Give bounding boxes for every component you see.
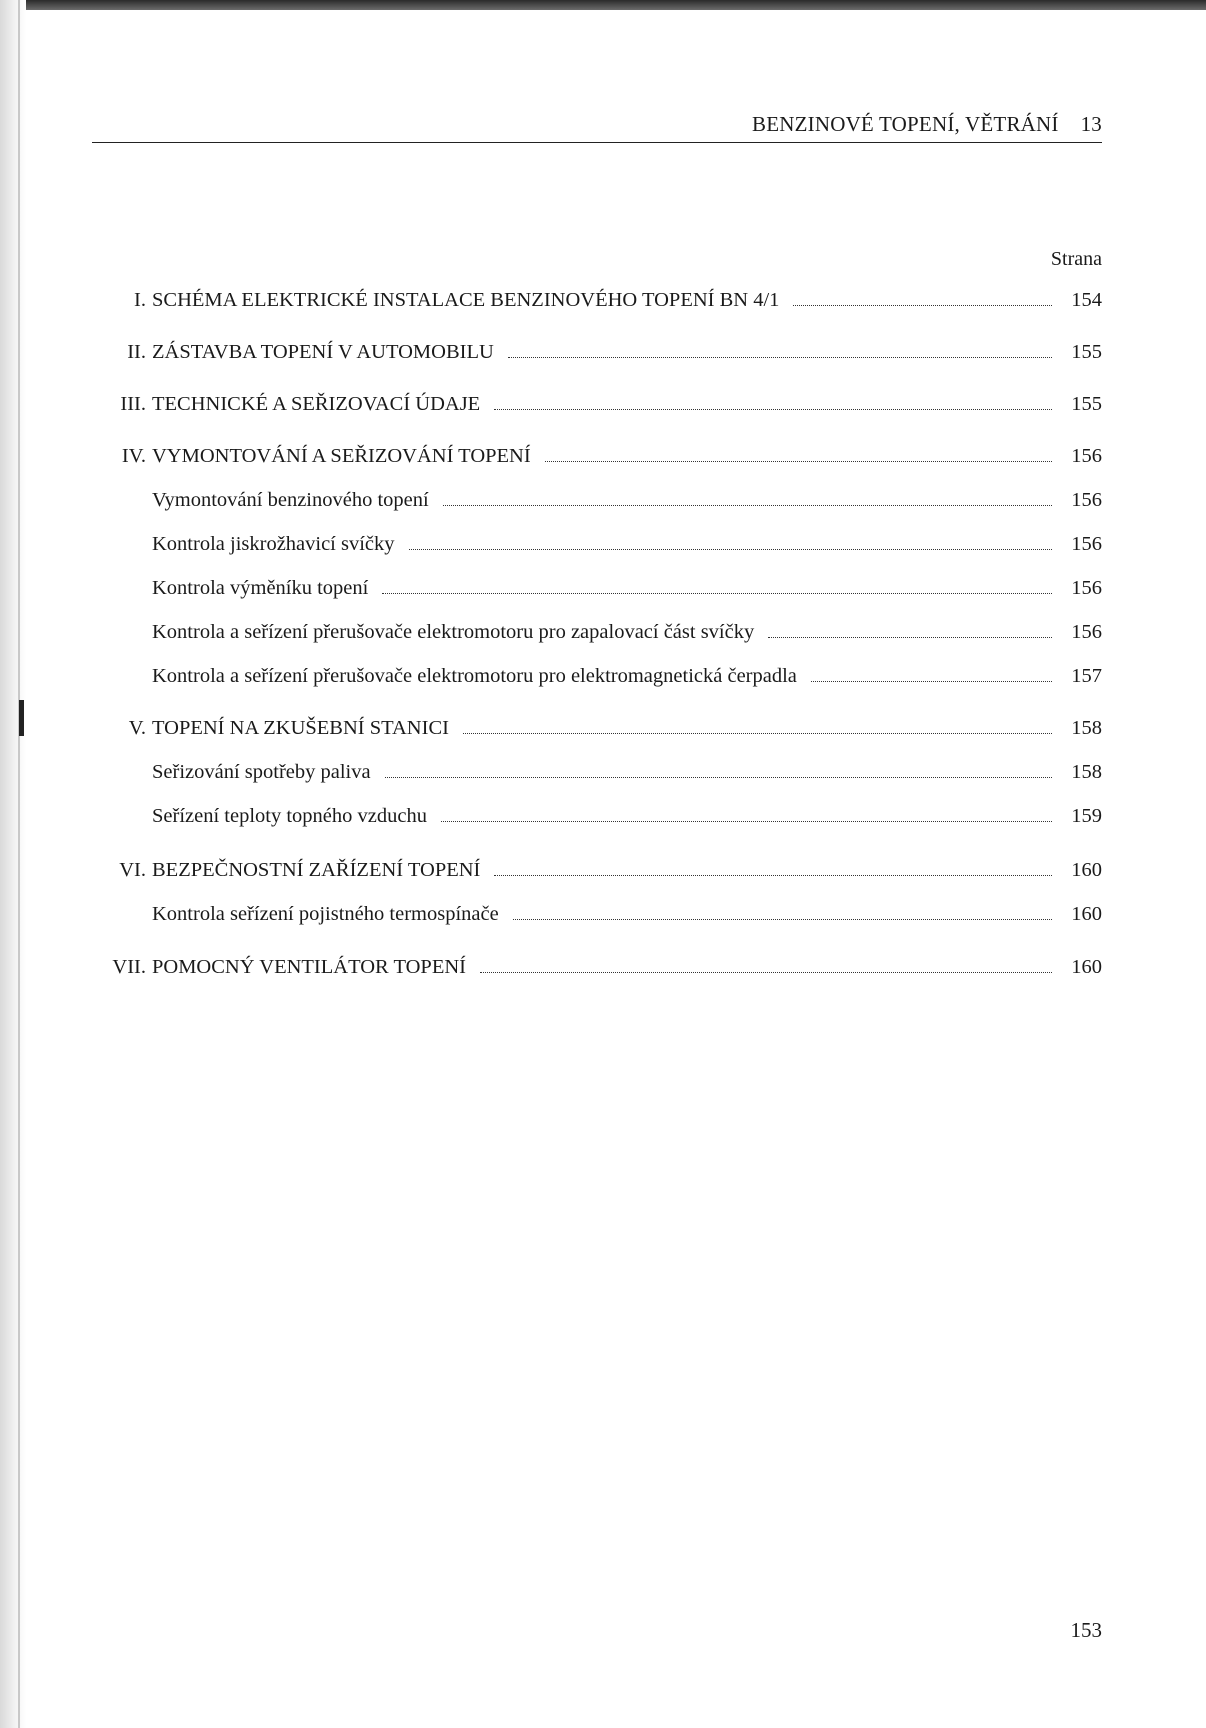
toc-title: Seřizování spotřeby paliva xyxy=(152,761,371,783)
toc-page: 156 xyxy=(1071,621,1102,643)
toc-entry xyxy=(92,438,1102,468)
toc-subentry xyxy=(92,482,1102,512)
toc-page: 156 xyxy=(1071,533,1102,555)
toc-subentry xyxy=(92,570,1102,600)
toc-entry xyxy=(92,949,1102,979)
toc-page: 156 xyxy=(1071,489,1102,511)
toc-title: BEZPEČNOSTNÍ ZAŘÍZENÍ TOPENÍ xyxy=(152,859,481,881)
toc-leader-dots xyxy=(443,505,1052,506)
scan-mark xyxy=(19,700,24,736)
toc-page: 159 xyxy=(1071,805,1102,827)
toc-title: Vymontování benzinového topení xyxy=(152,489,429,511)
toc-title: Kontrola a seřízení přerušovače elektromotoru pro zapalovací část svíčky xyxy=(152,621,755,643)
toc-title: POMOCNÝ VENTILÁTOR TOPENÍ xyxy=(152,956,466,978)
toc-leader-dots xyxy=(409,549,1052,550)
toc-number: I. xyxy=(134,289,146,311)
header-page-number: 13 xyxy=(1080,112,1102,136)
toc-entry xyxy=(92,282,1102,312)
toc-leader-dots xyxy=(480,972,1052,973)
toc-leader-dots xyxy=(768,637,1052,638)
toc-number: III. xyxy=(120,393,146,415)
toc-leader-dots xyxy=(463,733,1052,734)
strana-label: Strana xyxy=(1050,248,1102,270)
toc-number: VII. xyxy=(112,956,146,978)
toc-title: SCHÉMA ELEKTRICKÉ INSTALACE BENZINOVÉHO TOPENÍ BN 4/1 xyxy=(152,289,780,311)
toc-title: VYMONTOVÁNÍ A SEŘIZOVÁNÍ TOPENÍ xyxy=(152,445,531,467)
toc-page: 155 xyxy=(1071,341,1102,363)
scan-left-edge xyxy=(0,0,26,1728)
toc-leader-dots xyxy=(494,409,1052,410)
header-title-text: BENZINOVÉ TOPENÍ, VĚTRÁNÍ xyxy=(752,112,1059,136)
toc-subentry xyxy=(92,658,1102,688)
toc-page: 158 xyxy=(1071,761,1102,783)
toc-number: II. xyxy=(127,341,146,363)
toc-leader-dots xyxy=(385,777,1052,778)
toc-page: 156 xyxy=(1071,577,1102,599)
toc-leader-dots xyxy=(508,357,1052,358)
toc-leader-dots xyxy=(811,681,1052,682)
toc-leader-dots xyxy=(545,461,1052,462)
toc-leader-dots xyxy=(513,919,1052,920)
toc-number: V. xyxy=(128,717,146,739)
page-number: 153 xyxy=(1070,1618,1102,1642)
toc-page: 154 xyxy=(1071,289,1102,311)
toc-title: TOPENÍ NA ZKUŠEBNÍ STANICI xyxy=(152,717,449,739)
toc-entry xyxy=(92,710,1102,740)
toc-entry xyxy=(92,334,1102,364)
toc-page: 157 xyxy=(1071,665,1102,687)
toc-page: 160 xyxy=(1071,903,1102,925)
toc-leader-dots xyxy=(441,821,1052,822)
toc-number: IV. xyxy=(121,445,146,467)
toc-leader-dots xyxy=(382,593,1052,594)
scan-binding-line xyxy=(18,0,20,1728)
toc-title: TECHNICKÉ A SEŘIZOVACÍ ÚDAJE xyxy=(152,393,481,415)
scan-top-edge xyxy=(0,0,1206,10)
toc-title: Kontrola výměníku topení xyxy=(152,577,369,599)
toc-title: Seřízení teploty topného vzduchu xyxy=(152,805,427,827)
toc-page: 155 xyxy=(1071,393,1102,415)
toc-title: Kontrola seřízení pojistného termospínače xyxy=(152,903,499,925)
toc-page: 160 xyxy=(1071,859,1102,881)
toc-subentry xyxy=(92,754,1102,784)
toc-title: Kontrola jiskrožhavicí svíčky xyxy=(152,533,395,555)
toc-leader-dots xyxy=(494,875,1052,876)
toc-page: 160 xyxy=(1071,956,1102,978)
toc-subentry xyxy=(92,526,1102,556)
toc-entry xyxy=(92,386,1102,416)
toc-subentry xyxy=(92,896,1102,926)
toc-number: VI. xyxy=(119,859,146,881)
toc-leader-dots xyxy=(793,305,1052,306)
toc-page: 158 xyxy=(1071,717,1102,739)
toc-title: ZÁSTAVBA TOPENÍ V AUTOMOBILU xyxy=(152,341,494,363)
running-header xyxy=(92,110,1102,143)
toc-subentry xyxy=(92,614,1102,644)
toc-entry xyxy=(92,852,1102,882)
toc-title: Kontrola a seřízení přerušovače elektromotoru pro elektromagnetická čerpadla xyxy=(152,665,797,687)
toc-page: 156 xyxy=(1071,445,1102,467)
toc-subentry xyxy=(92,798,1102,828)
header-title xyxy=(752,112,1102,137)
